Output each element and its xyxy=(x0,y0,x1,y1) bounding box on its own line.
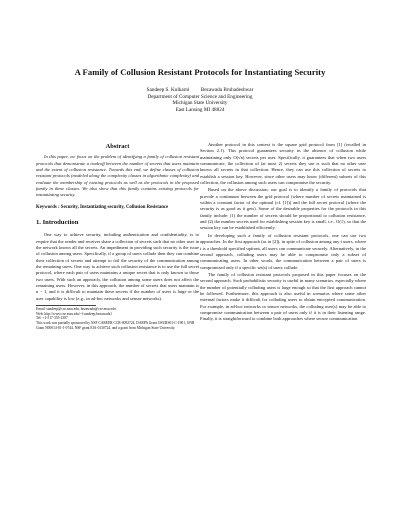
author-name: Bezawada Bruhadeshwar xyxy=(200,87,254,93)
abstract-heading: Abstract xyxy=(105,143,130,150)
footnote-email: Email: sandeep@cse.msu.edu, bezawada@cse.msu.edu xyxy=(36,307,116,312)
footnote-phone: Tel: +1-517-355-2387 xyxy=(36,316,68,321)
footnote-funding: This work was partially sponsored by NSF CAREER CCR-0092724, DARPA Grant OSURS01-C-1901, ONR Grant N00014-01-1-0744, NSF grant EIA-0130724, and a grant from Michigan State University. xyxy=(36,320,195,330)
right-column xyxy=(200,142,366,324)
body-paragraph: Based on the above discussion, our goal is to identify a family of protocols that provide a continuum between the grid protocol (where number of secrets maintained is within a constant factor of the optimal (cf. [1])) and the full secret protocol (where the security is as good as it gets). Some of the desirable properties for the protocols in this family include: (1) the number of secrets should be proportional to collusion resistance, and (2) the number secrets used for establishing session key is small, i.e., O(1), so that the session key can be established efficiently. xyxy=(200,187,366,231)
author-names xyxy=(80,87,320,94)
author-department: Department of Computer Science and Engineering xyxy=(147,93,253,100)
keywords: Keywords : Security, Instantiating security, Collusion Resistance xyxy=(36,204,169,210)
left-column xyxy=(36,144,199,330)
body-paragraph: The family of collusion resistant protocols proposed in this paper focuses on the second approach. Such probabilistic security is useful in many scenarios, especially where the number of potentially colluding users is large enough so that the first approach cannot be followed. Furthermore, this approach is also useful in scenarios where some other external factors make it difficult for colluding users to obtain encrypted communication. For example, in ad-hoc networks or sensor networks, the colluding user(s) may be able to compromise communication between a pair of users only if it is in their listening range. Finally, it is straightforward to combine both approaches where secure communication xyxy=(200,271,366,322)
author-block xyxy=(80,87,320,113)
footnote xyxy=(36,307,199,330)
intro-paragraph: One way to achieve security, including authentication and confidentiality, is to require that the sender and receiver share a collection of secrets such that no other user in the network knows all the secrets. An impediment in providing such security is the issue of collusion among users. Specifically, if a group of users collude then they can combine their collection of secrets and attempt to foil the security of the communication among the remaining users. One way to achieve such collusion resistance is to use the full secret protocol, where each pair of users maintains a unique secret that is only known to those two users. With such an approach, the collusion among some users does not affect the remaining users. However, in this approach, the number of secrets that users maintain is n − 1, and it is difficult to maintain these secrets if the number of users is large or the user capability is low (e.g., in ad-hoc networks and sensor networks). xyxy=(36,232,199,301)
abstract-text: In this paper, we focus on the problem of identifying a family of collusion resistant protocols that demonstrate a tradeoff between the number of secrets that users maintain and the extent of collusion resistance. Towards this end, we define classes of collusion resistant protocols (modeled along the complexity classes in algorithmic complexity) and evaluate the membership of existing protocols as well as the protocols in the proposed family in these classes. We also show that this family contains existing protocols for instantiating security. xyxy=(36,154,199,198)
paper-title: A Family of Collusion Resistant Protocols for Instantiating Security xyxy=(74,67,326,77)
author-name: Sandeep S. Kulkarni xyxy=(146,87,190,93)
footnote-divider xyxy=(36,305,96,306)
body-paragraph: In developing such a family of collusion resistant protocols, one can use two approaches. In the first approach (as in [2]), in spite of collusion among any t users, where t is a threshold specified upfront, all users can communicate securely. Alternatively, in the second approach, colluding users may be able to compromise only a subset of communicating users. In other words, the communication between a pair of users is compromised only if a specific set(s) of users collude. xyxy=(200,232,366,270)
body-paragraph: Another protocol in this context is the square grid protocol from [1] (recalled in Section 2.1). This protocol guarantees security in the absence of collusion while maintaining only O(√n) secrets per user. Specifically, it guarantees that when two users communicate, the collection of (at most 2) secrets they use is such that no other user knows all secrets in that collection. Hence, they can use this collection of secrets to establish a session key. However, since other users may know (different) subsets of this collection, the collusion among such users can compromise the security. xyxy=(200,142,366,186)
author-city: East Lansing MI 48824 xyxy=(175,106,225,113)
footnote-web: Web: http://www.cse.msu.edu/~{sandeep,bezawada} xyxy=(36,311,113,316)
section-heading: 1. Introduction xyxy=(36,219,79,227)
author-university: Michigan State University xyxy=(172,100,228,107)
